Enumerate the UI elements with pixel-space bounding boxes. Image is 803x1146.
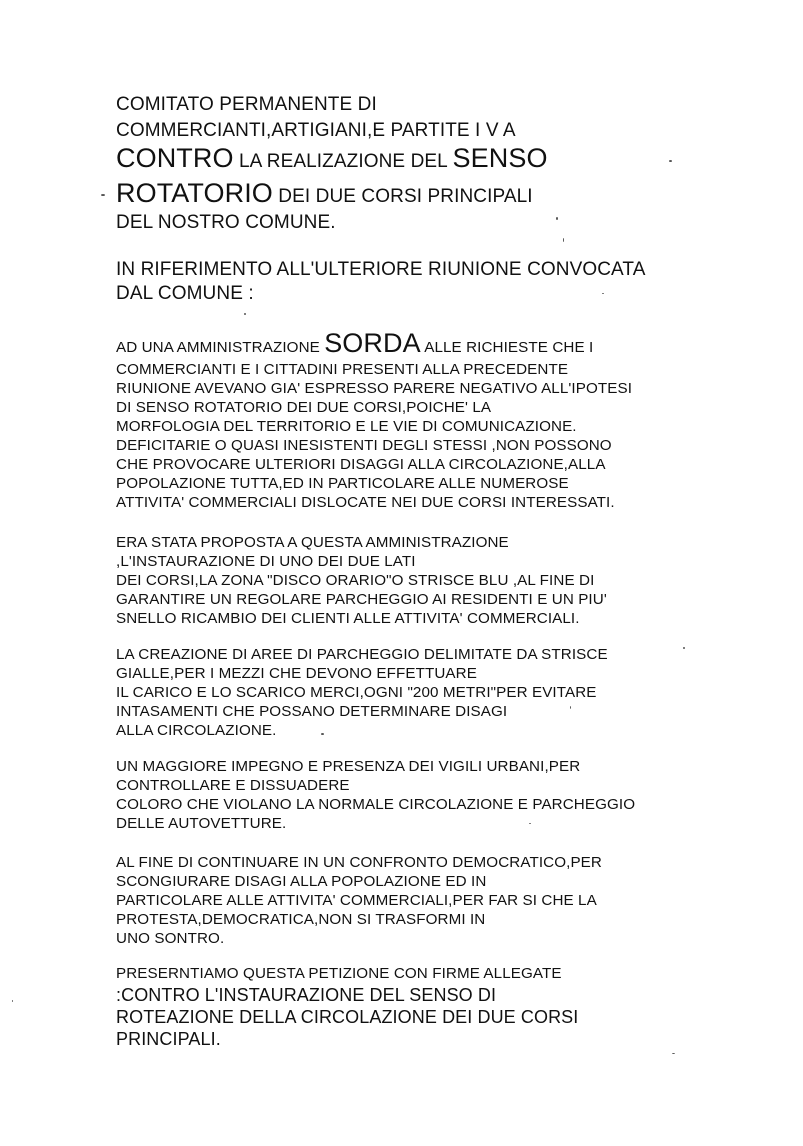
para3-line: IL CARICO E LO SCARICO MERCI,OGNI "200 METRI"PER EVITARE [116, 684, 597, 701]
para2-line: DEI CORSI,LA ZONA "DISCO ORARIO"O STRISCE BLU ,AL FINE DI [116, 572, 595, 589]
header-line-3 [116, 145, 548, 172]
scan-speck [669, 160, 672, 162]
para1-line: ATTIVITA' COMMERCIALI DISLOCATE NEI DUE CORSI INTERESSATI. [116, 494, 615, 511]
para5-line: UNO SONTRO. [116, 930, 225, 947]
para1-line: DEFICITARIE O QUASI INESISTENTI DEGLI STESSI ,NON POSSONO [116, 437, 612, 454]
para5-line: PARTICOLARE ALLE ATTIVITA' COMMERCIALI,PER FAR SI CHE LA [116, 892, 597, 909]
scan-speck [529, 823, 531, 824]
scan-speck [683, 647, 685, 649]
para5-line: AL FINE DI CONTINUARE IN UN CONFRONTO DEMOCRATICO,PER [116, 854, 602, 871]
scan-speck [244, 313, 246, 315]
header-emphasis-contro: CONTRO [116, 143, 234, 173]
para2-line: GARANTIRE UN REGOLARE PARCHEGGIO AI RESIDENTI E UN PIU' [116, 591, 607, 608]
para3-line: INTASAMENTI CHE POSSANO DETERMINARE DISAGI [116, 703, 508, 720]
header-line-3-text: LA REALIZAZIONE DEL [233, 151, 453, 172]
para1-line: MORFOLOGIA DEL TERRITORIO E LE VIE DI COMUNICAZIONE. [116, 418, 577, 435]
intro-line-2: DAL COMUNE : [116, 283, 254, 304]
para5-line: PROTESTA,DEMOCRATICA,NON SI TRASFORMI IN [116, 911, 486, 928]
scan-speck [672, 1053, 675, 1054]
header-emphasis-senso: SENSO [452, 143, 548, 173]
header-line-4-text: DEI DUE CORSI PRINCIPALI [272, 186, 533, 207]
closing-line-4: PRINCIPALI. [116, 1029, 221, 1049]
para3-line: ALLA CIRCOLAZIONE. [116, 722, 277, 739]
para1-line: DI SENSO ROTATORIO DEI DUE CORSI,POICHE' LA [116, 399, 492, 416]
intro-line-1: IN RIFERIMENTO ALL'ULTERIORE RIUNIONE CONVOCATA [116, 259, 646, 280]
para4-line: COLORO CHE VIOLANO LA NORMALE CIRCOLAZIONE E PARCHEGGIO [116, 796, 636, 813]
para4-line: DELLE AUTOVETTURE. [116, 815, 287, 832]
header-line-4 [116, 180, 533, 207]
para3-line: LA CREAZIONE DI AREE DI PARCHEGGIO DELIMITATE DA STRISCE [116, 646, 608, 663]
para1-line: POPOLAZIONE TUTTA,ED IN PARTICOLARE ALLE NUMEROSE [116, 475, 569, 492]
header-line-5: DEL NOSTRO COMUNE. [116, 212, 336, 233]
para4-line: CONTROLLARE E DISSUADERE [116, 777, 350, 794]
scan-speck [602, 293, 604, 294]
scan-speck [556, 217, 558, 220]
para5-line: SCONGIURARE DISAGI ALLA POPOLAZIONE ED IN [116, 873, 487, 890]
header-line-2: COMMERCIANTI,ARTIGIANI,E PARTITE I V A [116, 120, 516, 141]
header-emphasis-rotatorio: ROTATORIO [116, 178, 273, 208]
para2-line: ,L'INSTAURAZIONE DI UNO DEI DUE LATI [116, 553, 416, 570]
scan-speck [563, 238, 564, 242]
para1-line-1 [116, 330, 593, 357]
closing-line-1: PRESERNTIAMO QUESTA PETIZIONE CON FIRME ALLEGATE [116, 965, 562, 982]
para1-line: RIUNIONE AVEVANO GIA' ESPRESSO PARERE NEGATIVO ALL'IPOTESI [116, 380, 633, 397]
para1-line: CHE PROVOCARE ULTERIORI DISAGGI ALLA CIRCOLAZIONE,ALLA [116, 456, 606, 473]
scan-speck [321, 733, 324, 735]
para2-line: ERA STATA PROPOSTA A QUESTA AMMINISTRAZIONE [116, 534, 509, 551]
scan-speck [12, 1000, 13, 1002]
closing-line-2: :CONTRO L'INSTAURAZIONE DEL SENSO DI [116, 985, 497, 1005]
scan-speck [101, 194, 105, 196]
closing-line-3: ROTEAZIONE DELLA CIRCOLAZIONE DEI DUE CORSI [116, 1007, 579, 1027]
emphasis-sorda: SORDA [324, 328, 421, 358]
para4-line: UN MAGGIORE IMPEGNO E PRESENZA DEI VIGILI URBANI,PER [116, 758, 581, 775]
para3-line: GIALLE,PER I MEZZI CHE DEVONO EFFETTUARE [116, 665, 477, 682]
scan-speck [570, 706, 571, 709]
para1-line-1-pre: AD UNA AMMINISTRAZIONE [116, 339, 325, 356]
para1-line-1-post: ALLE RICHIESTE CHE I [420, 339, 594, 356]
para1-line: COMMERCIANTI E I CITTADINI PRESENTI ALLA PRECEDENTE [116, 361, 569, 378]
para2-line: SNELLO RICAMBIO DEI CLIENTI ALLE ATTIVITA' COMMERCIALI. [116, 610, 580, 627]
header-line-1: COMITATO PERMANENTE DI [116, 94, 377, 115]
